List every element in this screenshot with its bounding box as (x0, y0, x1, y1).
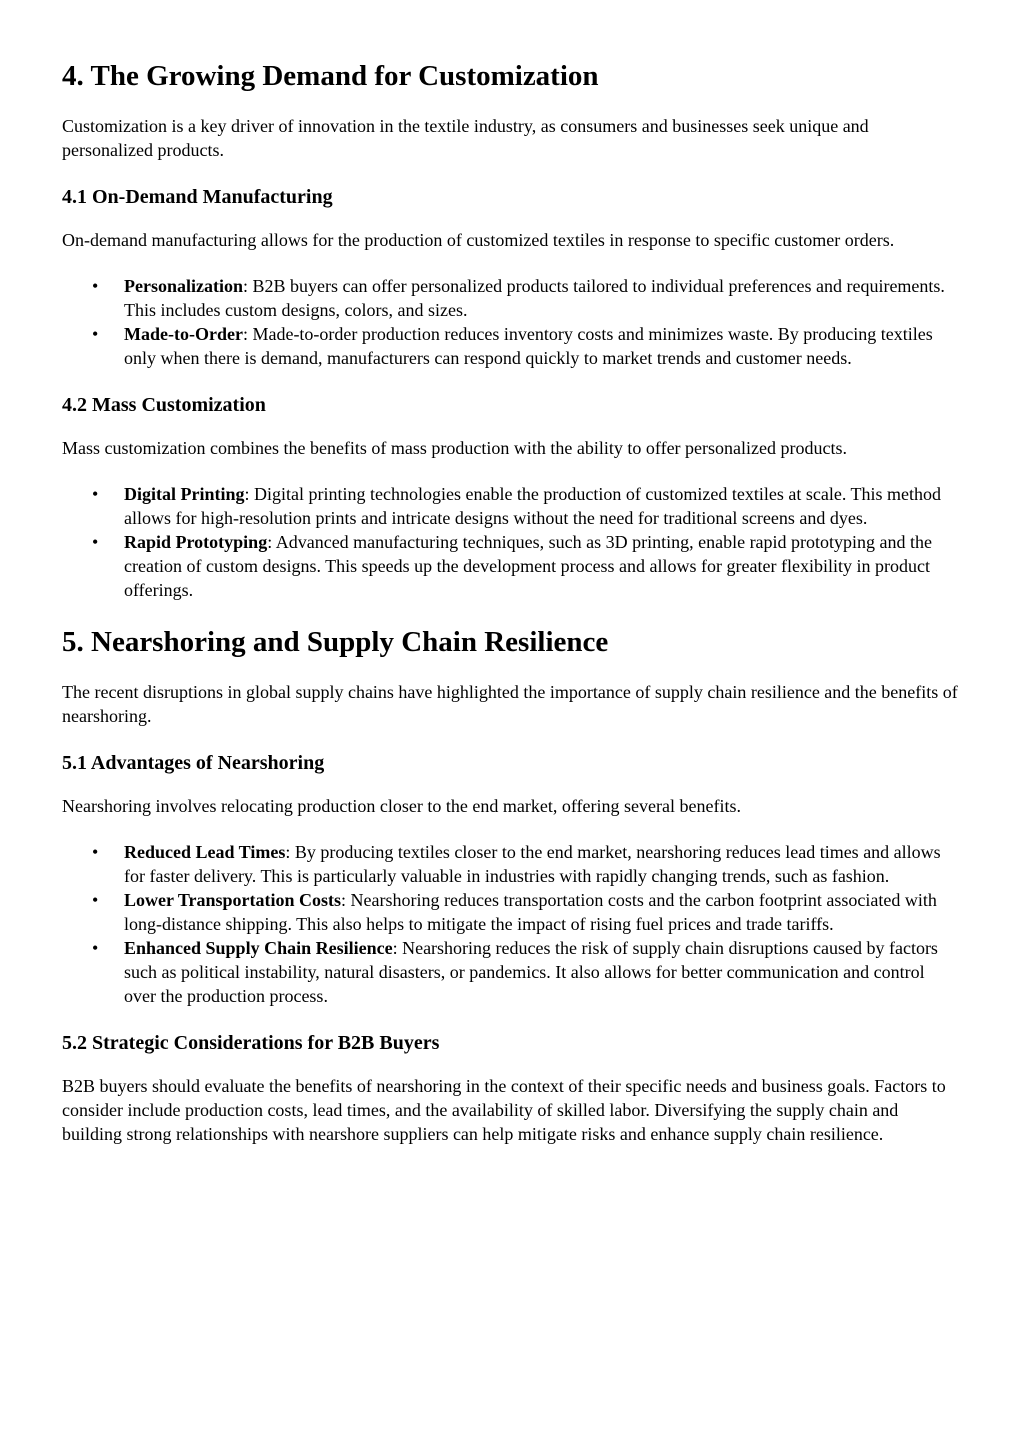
subsection-5-1-intro: Nearshoring involves relocating production closer to the end market, offering several benefits. (62, 796, 741, 816)
bullet-icon: • (92, 484, 99, 504)
bullet-icon: • (92, 324, 99, 344)
list-item-text: : Digital printing technologies enable the production of customized textiles at scale. This method allows for high-resolution prints and intricate designs without the need for traditional screens and dyes. (124, 484, 941, 528)
list-item (92, 322, 961, 370)
subsection-5-1-heading: 5.1 Advantages of Nearshoring (62, 752, 325, 774)
subsection-4-2-heading: 4.2 Mass Customization (62, 394, 266, 416)
list-item-text: : Made-to-order production reduces inventory costs and minimizes waste. By producing textiles only when there is demand, manufacturers can respond quickly to market trends and customer needs. (124, 324, 933, 368)
subsection-5-2-intro: B2B buyers should evaluate the benefits of nearshoring in the context of their specific needs and business goals. Factors to consider include production costs, lead times, and the availability of skilled labor. Diversifying the supply chain and building strong relationships with nearshore suppliers can help mitigate risks and enhance supply chain resilience. (62, 1076, 946, 1144)
list-item (92, 530, 961, 602)
subsection-4-2-list (62, 482, 961, 602)
section-4-heading: 4. The Growing Demand for Customization (62, 60, 599, 92)
list-item-text: : Nearshoring reduces transportation costs and the carbon footprint associated with long-distance shipping. This also helps to mitigate the impact of rising fuel prices and trade tariffs. (124, 890, 937, 934)
subsection-4-1-list (62, 274, 961, 370)
list-item-text: : Advanced manufacturing techniques, such as 3D printing, enable rapid prototyping and the creation of custom designs. This speeds up the development process and allows for greater flexibility in product offerings. (124, 532, 933, 600)
bullet-icon: • (92, 842, 99, 862)
subsection-4-2-intro: Mass customization combines the benefits of mass production with the ability to offer personalized products. (62, 438, 847, 458)
list-item (92, 274, 961, 322)
list-item-text: : B2B buyers can offer personalized products tailored to individual preferences and requirements. This includes custom designs, colors, and sizes. (124, 276, 945, 320)
subsection-5-1-list (62, 840, 961, 1008)
list-item-term: Enhanced Supply Chain Resilience (124, 938, 393, 958)
section-4-intro: Customization is a key driver of innovation in the textile industry, as consumers and businesses seek unique and personalized products. (62, 116, 869, 160)
list-item-term: Personalization (124, 276, 243, 296)
list-item-term: Rapid Prototyping (124, 532, 268, 552)
subsection-4-1-intro: On-demand manufacturing allows for the production of customized textiles in response to specific customer orders. (62, 230, 895, 250)
bullet-icon: • (92, 532, 99, 552)
subsection-4-1-heading: 4.1 On-Demand Manufacturing (62, 186, 333, 208)
list-item-term: Made-to-Order (124, 324, 243, 344)
list-item-term: Lower Transportation Costs (124, 890, 342, 910)
list-item-term: Digital Printing (124, 484, 245, 504)
subsection-5-2-heading: 5.2 Strategic Considerations for B2B Buyers (62, 1032, 440, 1054)
list-item-text: : Nearshoring reduces the risk of supply chain disruptions caused by factors such as political instability, natural disasters, or pandemics. It also allows for better communication and control over the production process. (124, 938, 938, 1006)
list-item (92, 936, 961, 1008)
bullet-icon: • (92, 938, 99, 958)
section-5-intro: The recent disruptions in global supply chains have highlighted the importance of supply chain resilience and the benefits of nearshoring. (62, 682, 958, 726)
section-5-heading: 5. Nearshoring and Supply Chain Resilience (62, 626, 609, 658)
list-item (92, 482, 961, 530)
list-item-text: : By producing textiles closer to the end market, nearshoring reduces lead times and allows for faster delivery. This is particularly valuable in industries with rapidly changing trends, such as fashion. (124, 842, 941, 886)
list-item-term: Reduced Lead Times (124, 842, 286, 862)
list-item (92, 888, 961, 936)
list-item (92, 840, 961, 888)
bullet-icon: • (92, 890, 99, 910)
bullet-icon: • (92, 276, 99, 296)
